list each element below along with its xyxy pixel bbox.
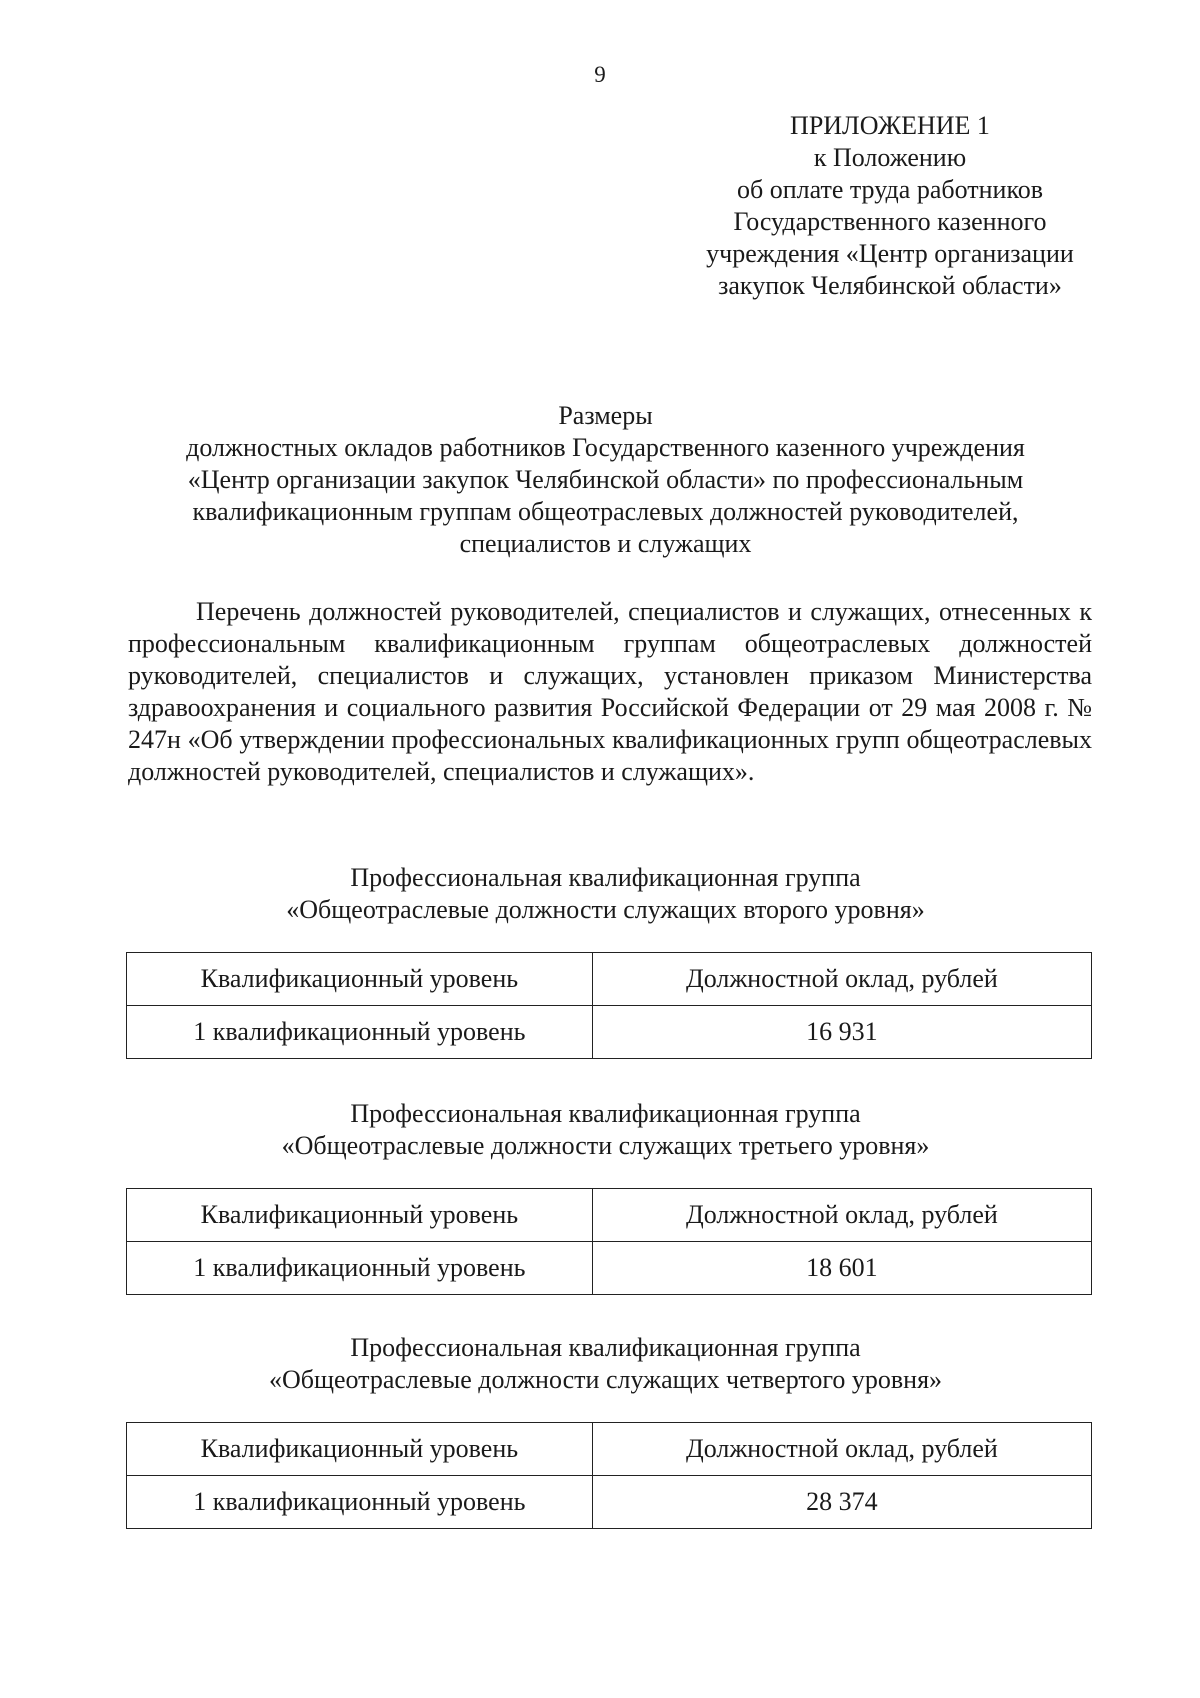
group-heading-line: «Общеотраслевые должности служащих второго уровня» xyxy=(286,895,925,924)
table-cell-level: 1 квалификационный уровень xyxy=(127,1242,593,1295)
table-header-cell: Должностной оклад, рублей xyxy=(592,1189,1091,1242)
intro-paragraph: Перечень должностей руководителей, специалистов и служащих, отнесенных к профессиональным квалификационным группам общеотраслевых должностей руководителей, специалистов и служащих, установлен приказом Министерства здравоохранения и социального развития Российской Федерации от 29 мая 2008 г. № 247н «Об утверждении профессиональных квалификационных групп общеотраслевых должностей руководителей, специалистов и служащих». xyxy=(128,597,1092,786)
appendix-line: закупок Челябинской области» xyxy=(718,271,1062,300)
table-header-cell: Должностной оклад, рублей xyxy=(592,1423,1091,1476)
appendix-line: к Положению xyxy=(813,143,967,172)
table-row xyxy=(127,1476,1092,1529)
appendix-line: Государственного казенного xyxy=(733,207,1047,236)
appendix-line: об оплате труда работников xyxy=(736,175,1044,204)
table-header-cell: Квалификационный уровень xyxy=(127,953,593,1006)
table-header-row xyxy=(127,1423,1092,1476)
group-heading-fourth-level xyxy=(120,1332,1091,1396)
salary-table-third-level xyxy=(126,1188,1092,1295)
title-line: специалистов и служащих xyxy=(459,529,752,558)
table-header-row xyxy=(127,953,1092,1006)
appendix-line: учреждения «Центр организации xyxy=(706,239,1074,268)
document-title xyxy=(120,400,1091,560)
group-heading-third-level xyxy=(120,1098,1091,1162)
table-cell-level: 1 квалификационный уровень xyxy=(127,1476,593,1529)
title-line: должностных окладов работников Государственного казенного учреждения xyxy=(186,433,1025,462)
appendix-line: ПРИЛОЖЕНИЕ 1 xyxy=(790,111,990,140)
salary-table-fourth-level xyxy=(126,1422,1092,1529)
group-heading-line: Профессиональная квалификационная группа xyxy=(350,1333,861,1362)
salary-table-second-level xyxy=(126,952,1092,1059)
table-header-row xyxy=(127,1189,1092,1242)
group-heading-line: «Общеотраслевые должности служащих третьего уровня» xyxy=(281,1131,930,1160)
page-number: 9 xyxy=(594,62,606,87)
group-heading-line: «Общеотраслевые должности служащих четвертого уровня» xyxy=(268,1365,943,1394)
title-heading: Размеры xyxy=(558,401,653,430)
table-cell-salary: 16 931 xyxy=(592,1006,1091,1059)
table-row xyxy=(127,1006,1092,1059)
group-heading-line: Профессиональная квалификационная группа xyxy=(350,1099,861,1128)
table-header-cell: Должностной оклад, рублей xyxy=(592,953,1091,1006)
title-line: квалификационным группам общеотраслевых должностей руководителей, xyxy=(192,497,1019,526)
table-header-cell: Квалификационный уровень xyxy=(127,1423,593,1476)
appendix-block xyxy=(688,110,1092,302)
table-row xyxy=(127,1242,1092,1295)
group-heading-second-level xyxy=(120,862,1091,926)
group-heading-line: Профессиональная квалификационная группа xyxy=(350,863,861,892)
title-line: «Центр организации закупок Челябинской области» по профессиональным xyxy=(187,465,1024,494)
table-header-cell: Квалификационный уровень xyxy=(127,1189,593,1242)
table-cell-level: 1 квалификационный уровень xyxy=(127,1006,593,1059)
table-cell-salary: 18 601 xyxy=(592,1242,1091,1295)
table-cell-salary: 28 374 xyxy=(592,1476,1091,1529)
